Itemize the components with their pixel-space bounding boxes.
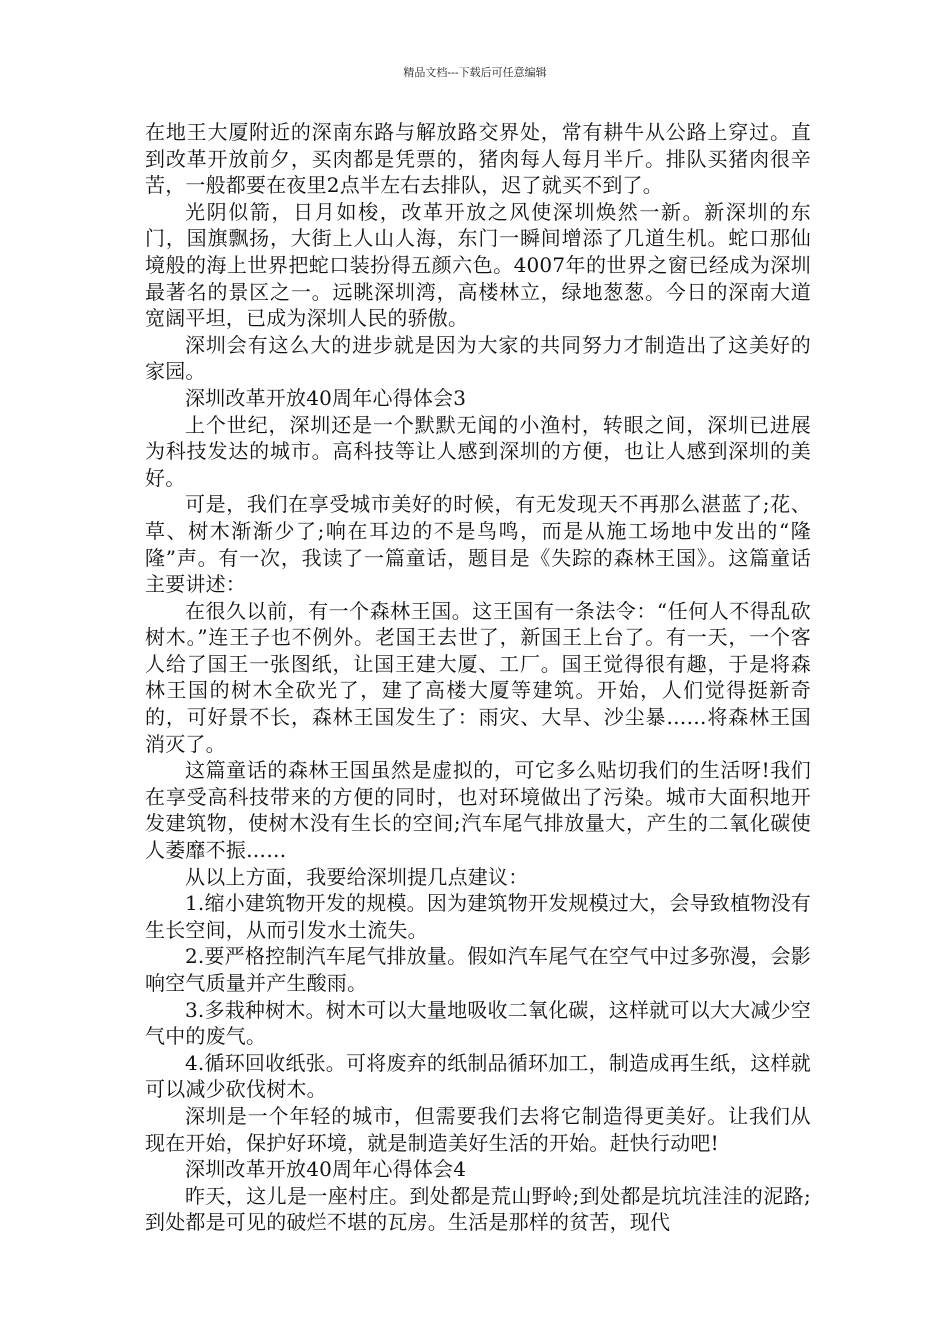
paragraph-conclusion: 深圳是一个年轻的城市，但需要我们去将它制造得更美好。让我们从现在开始，保护好环境，就是制造美好生活的开始。赶快行动吧!	[145, 1103, 811, 1155]
paragraph-fairy-tale-intro: 可是，我们在享受城市美好的时候，有无发现天不再那么湛蓝了;花、草、树木渐渐少了;响在耳边的不是鸟鸣，而是从施工场地中发出的“隆隆”声。有一次，我读了一篇童话，题目是《失踪的森林王国》。这篇童话主要讲述：	[145, 492, 811, 597]
paragraph-cattle-and-meat-tickets: 在地王大厦附近的深南东路与解放路交界处，常有耕牛从公路上穿过。直到改革开放前夕，买肉都是凭票的，猪肉每人每月半斤。排队买猪肉很辛苦，一般都要在夜里2点半左右去排队，迟了就买不到了。	[145, 120, 811, 198]
paragraph-suggestions-intro: 从以上方面，我要给深圳提几点建议：	[185, 864, 529, 889]
paragraph-story-reflection: 这篇童话的森林王国虽然是虚拟的，可它多么贴切我们的生活呀!我们在享受高科技带来的方便的同时，也对环境做出了污染。城市大面积地开发建筑物，使树木没有生长的空间;汽车尾气排放量大，产生的二氧化碳使人萎靡不振……	[145, 758, 811, 863]
paragraph-common-effort: 深圳会有这么大的进步就是因为大家的共同努力才制造出了这美好的家园。	[145, 332, 811, 384]
paragraph-fishing-village: 上个世纪，深圳还是一个默默无闻的小渔村，转眼之间，深圳已进展为科技发达的城市。高科技等让人感到深圳的方便，也让人感到深圳的美好。	[145, 412, 811, 490]
suggestion-item-2: 2.要严格控制汽车尾气排放量。假如汽车尾气在空气中过多弥漫，会影响空气质量并产生酸雨。	[145, 944, 811, 995]
paragraph-yesterday-village: 昨天，这儿是一座村庄。到处都是荒山野岭;到处都是坑坑洼洼的泥路;到处都是可见的破烂不堪的瓦房。生活是那样的贫苦，现代	[145, 1183, 811, 1235]
suggestion-item-3: 3.多栽种树木。树木可以大量地吸收二氧化碳，这样就可以大大减少空气中的废气。	[145, 997, 811, 1049]
suggestion-item-4: 4.循环回收纸张。可将废弃的纸制品循环加工，制造成再生纸，这样就可以减少砍伐树木。	[145, 1050, 811, 1102]
suggestion-item-1: 1.缩小建筑物开发的规模。因为建筑物开发规模过大，会导致植物没有生长空间，从而引发水土流失。	[145, 891, 811, 942]
section-heading-4: 深圳改革开放40周年心得体会4	[185, 1157, 467, 1182]
page-header: 精品文档---下载后可任意编辑	[403, 66, 547, 79]
paragraph-forest-kingdom-story: 在很久以前，有一个森林王国。这王国有一条法令：“任何人不得乱砍树木。”连王子也不例外。老国王去世了，新国王上台了。有一天，一个客人给了国王一张图纸，让国王建大厦、工厂。国王觉得很有趣，于是将森林王国的树木全砍光了，建了高楼大厦等建筑。开始，人们觉得挺新奇的，可好景不长，森林王国发生了：雨灾、大旱、沙尘暴……将森林王国消灭了。	[145, 598, 811, 756]
document-body	[145, 119, 811, 1236]
paragraph-new-shenzhen: 光阴似箭，日月如梭，改革开放之风使深圳焕然一新。新深圳的东门，国旗飘扬，大街上人山人海，东门一瞬间增添了几道生机。蛇口那仙境般的海上世界把蛇口装扮得五颜六色。4007年的世界之窗已经成为深圳最著名的景区之一。远眺深圳湾，高楼林立，绿地葱葱。今日的深南大道宽阔平坦，已成为深圳人民的骄傲。	[145, 199, 811, 331]
section-heading-3: 深圳改革开放40周年心得体会3	[185, 385, 467, 410]
